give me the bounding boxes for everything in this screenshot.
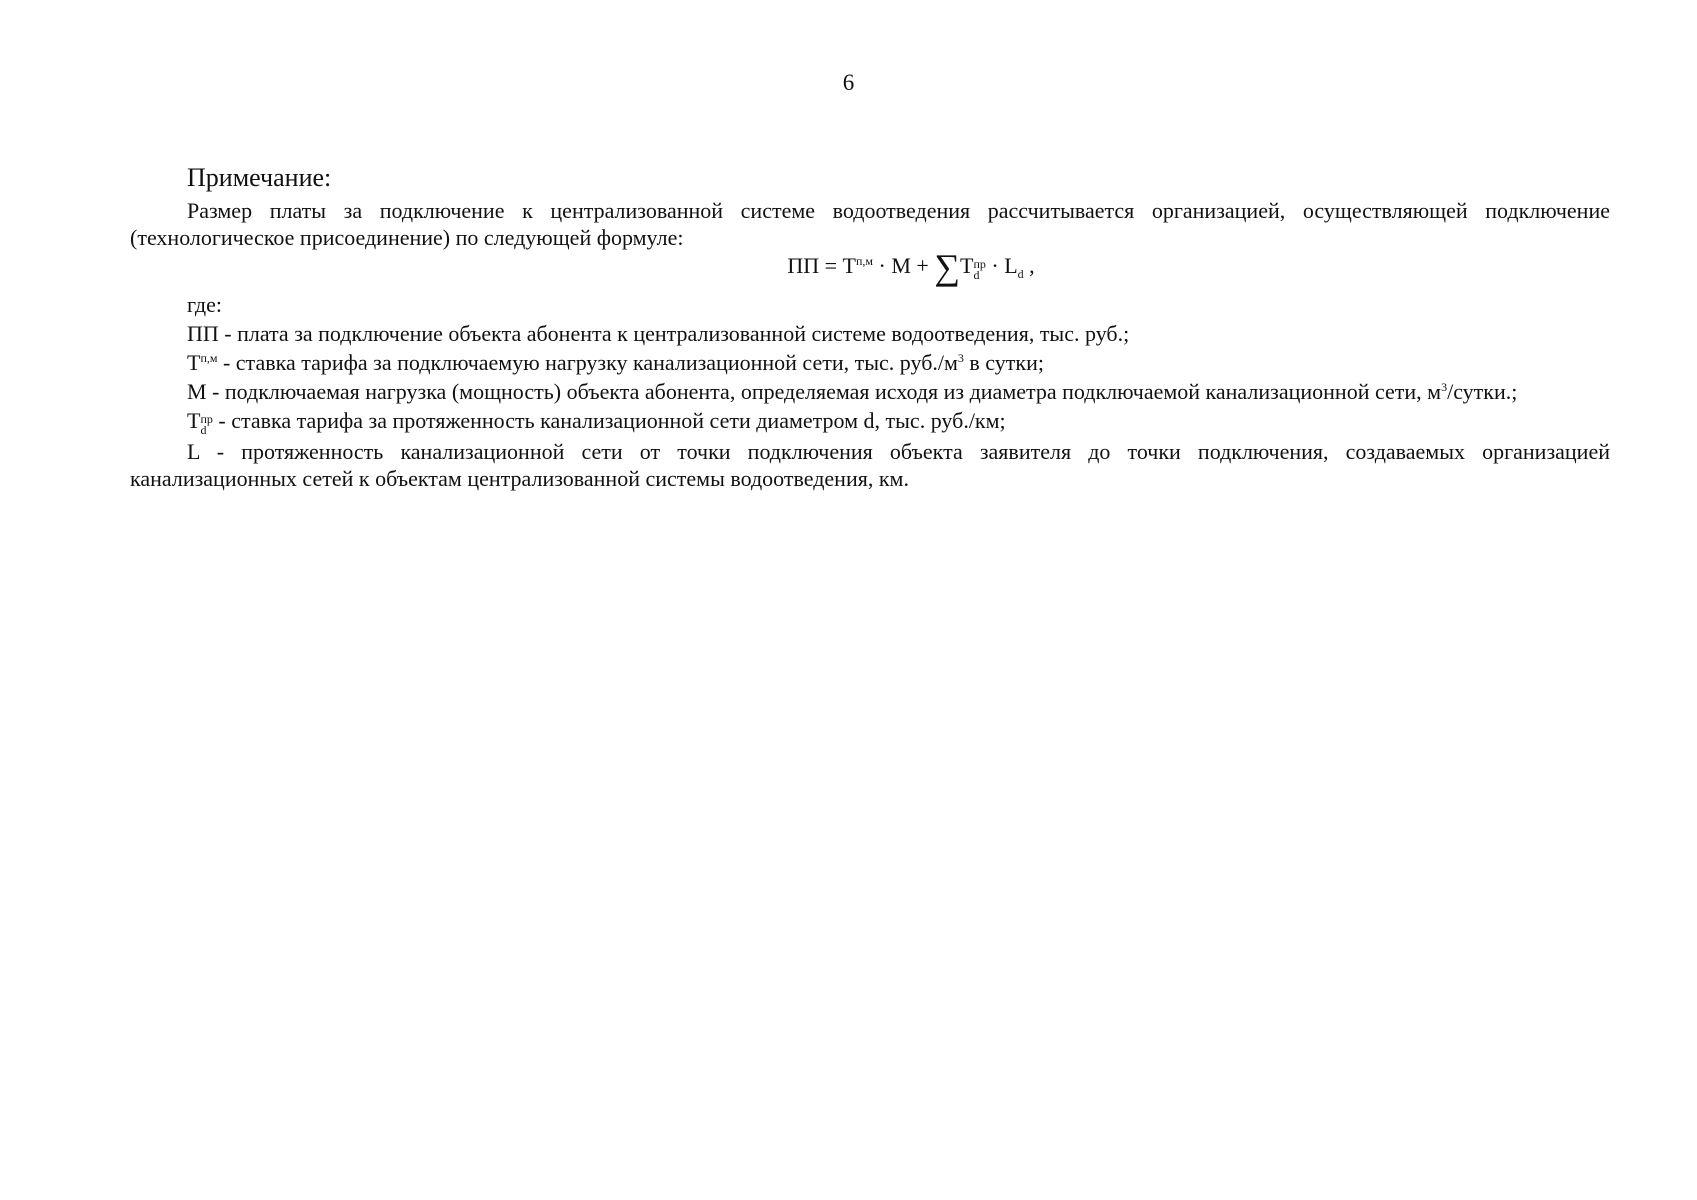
- definition-m-exponent: 3: [1441, 380, 1448, 394]
- definition-pp: ПП - плата за подключение объекта абонента к централизованной системе водоотведения, тыс. руб.;: [187, 321, 1130, 346]
- where-label: где:: [187, 292, 222, 317]
- formula-t2-superscript: пр: [973, 257, 986, 271]
- note-section: [130, 163, 1610, 492]
- intro-paragraph: Размер платы за подключение к централизованной системе водоотведения рассчитывается организацией, осуществляющей подключение (технологическое присоединение) по следующей формуле:: [130, 198, 1610, 250]
- definition-tpm-superscript: п,м: [200, 351, 218, 365]
- definition-m-text: М - подключаемая нагрузка (мощность) объекта абонента, определяемая исходя из диаметра подключаемой канализационной сети, м: [187, 379, 1442, 404]
- definition-tpm: [130, 349, 1610, 376]
- formula-l-subscript: d: [1017, 267, 1024, 281]
- formula-plus: +: [910, 253, 935, 278]
- formula-m: M: [891, 253, 911, 278]
- definition-m-tail: /сутки.;: [1447, 379, 1518, 404]
- definition-tpr: [130, 407, 1610, 436]
- formula-sum-symbol: ∑: [934, 247, 960, 287]
- page-number: 6: [842, 70, 855, 95]
- fee-formula: [130, 247, 1610, 287]
- definition-l: L - протяженность канализационной сети от точки подключения объекта заявителя до точки подключения, создаваемых организацией канализационных сетей к объектам централизованной системы водоотведения, км.: [130, 439, 1610, 491]
- definition-tpr-subscript: d: [200, 423, 207, 437]
- definition-tpr-indices: [200, 414, 212, 436]
- formula-tail: ,: [1023, 253, 1035, 278]
- definition-tpr-symbol: T: [187, 408, 201, 433]
- formula-t1-superscript: п,м: [856, 254, 874, 268]
- definition-tpr-superscript: пр: [200, 412, 213, 426]
- formula-t2: T: [960, 253, 974, 278]
- formula-dot-1: ·: [873, 253, 892, 278]
- formula-dot-2: ·: [985, 253, 1005, 278]
- definition-tpm-tail: в сутки;: [963, 350, 1044, 375]
- definition-m: [130, 378, 1610, 405]
- definition-tpm-text: - ставка тарифа за подключаемую нагрузку канализационной сети, тыс. руб./м: [217, 350, 958, 375]
- formula-l: L: [1004, 253, 1018, 278]
- definition-tpm-exponent: 3: [957, 351, 964, 365]
- formula-equals: =: [819, 253, 843, 278]
- definition-tpr-text: - ставка тарифа за протяженность канализационной сети диаметром d, тыс. руб./км;: [212, 408, 1006, 433]
- formula-t2-indices: [973, 259, 985, 281]
- definition-tpm-symbol: T: [187, 350, 201, 375]
- formula-t2-subscript: d: [973, 268, 980, 282]
- note-heading: Примечание:: [187, 163, 332, 192]
- formula-t1: T: [842, 253, 856, 278]
- formula-lhs: ПП: [787, 253, 820, 278]
